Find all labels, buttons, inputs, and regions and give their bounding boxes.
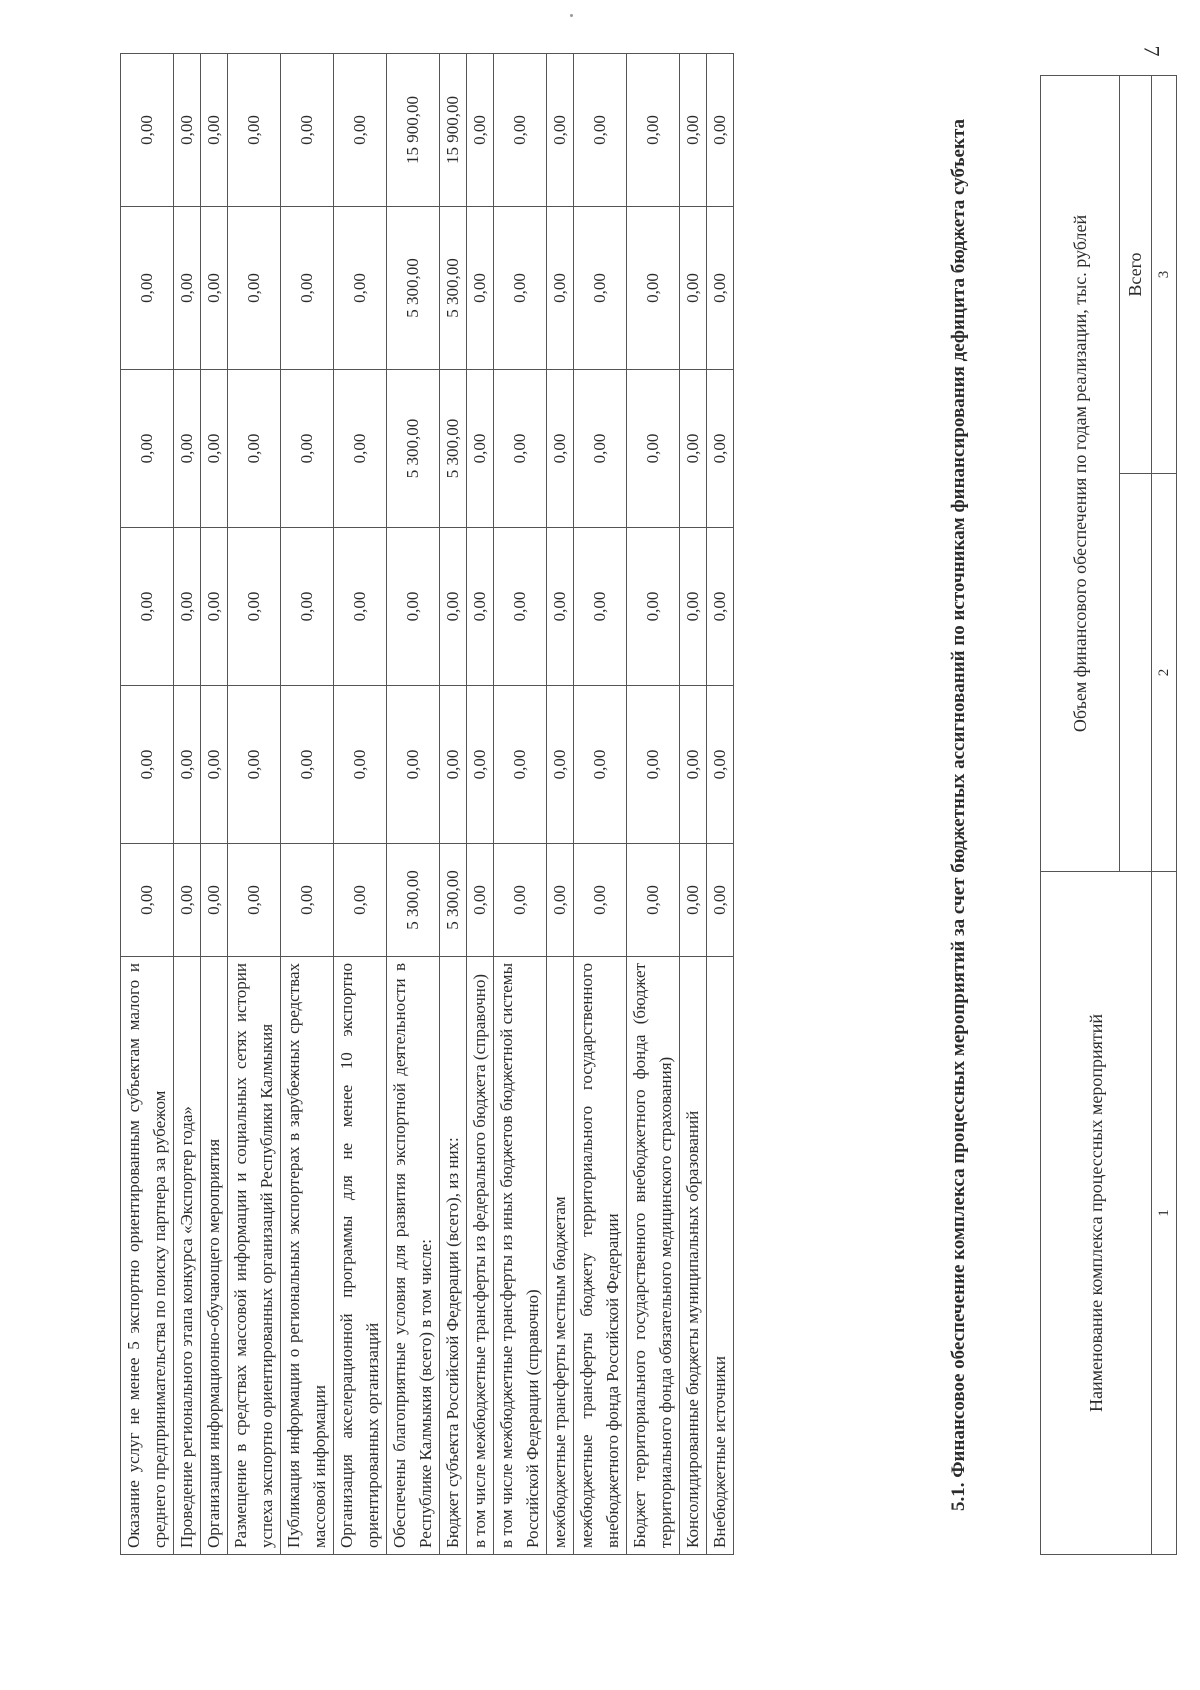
row-value: 5 300,00 <box>387 844 440 957</box>
row-name: межбюджетные трансферты бюджету территориального государственного внебюджетного фонда Российской Федерации <box>574 957 627 1555</box>
col-number: 1 <box>1152 872 1177 1555</box>
row-value: 0,00 <box>574 844 627 957</box>
row-value: 0,00 <box>707 370 734 528</box>
row-value: 0,00 <box>281 370 334 528</box>
rotated-page <box>0 25 1200 1625</box>
row-value: 0,00 <box>201 207 228 370</box>
row-value: 0,00 <box>334 844 387 957</box>
row-value: 0,00 <box>494 528 547 686</box>
row-value: 0,00 <box>574 207 627 370</box>
sources-header-row <box>1041 76 1120 1555</box>
row-value: 0,00 <box>201 844 228 957</box>
row-name: межбюджетные трансферты местным бюджетам <box>547 957 574 1555</box>
sources-number-row <box>1152 76 1177 1555</box>
row-name: Внебюджетные источники <box>707 957 734 1555</box>
row-value: 0,00 <box>281 844 334 957</box>
section-title: 5.1. Финансовое обеспечение комплекса процессных мероприятий за счет бюджетных ассигнований по источникам финансирования дефицита бюджета субъекта <box>948 118 969 1512</box>
page-number: 7 <box>1139 45 1165 57</box>
table-row <box>707 54 734 1555</box>
row-value: 0,00 <box>707 207 734 370</box>
table-row <box>627 54 680 1555</box>
table-row <box>201 54 228 1555</box>
row-value: 0,00 <box>627 207 680 370</box>
row-name: в том числе межбюджетные трансферты из иных бюджетов бюджетной системы Российской Федерации (справочно) <box>494 957 547 1555</box>
col-volume-header: Объем финансового обеспечения по годам реализации, тыс. рублей <box>1041 76 1120 872</box>
row-value: 0,00 <box>228 844 281 957</box>
row-value: 0,00 <box>627 686 680 844</box>
table-row <box>440 54 467 1555</box>
row-name: Размещение в средствах массовой информации и социальных сетях истории успеха экспортно ориентированных организаций Республики Калмыкия <box>228 957 281 1555</box>
row-value: 0,00 <box>494 370 547 528</box>
row-value: 0,00 <box>174 686 201 844</box>
row-value: 0,00 <box>174 54 201 207</box>
row-value: 0,00 <box>201 686 228 844</box>
row-name: Оказание услуг не менее 5 экспортно ориентированным субъектам малого и среднего предпринимательства по поиску партнера за рубежом <box>121 957 174 1555</box>
row-value: 0,00 <box>547 528 574 686</box>
row-value: 0,00 <box>627 370 680 528</box>
sources-table <box>1040 75 1177 1555</box>
table-row <box>281 54 334 1555</box>
row-value: 0,00 <box>547 686 574 844</box>
row-value: 0,00 <box>547 54 574 207</box>
row-value: 0,00 <box>467 370 494 528</box>
row-value: 0,00 <box>680 370 707 528</box>
row-value: 0,00 <box>174 207 201 370</box>
row-name: Обеспечены благоприятные условия для развития экспортной деятельности в Республике Калмыкия (всего) в том числе: <box>387 957 440 1555</box>
row-value: 5 300,00 <box>387 370 440 528</box>
row-value: 0,00 <box>201 54 228 207</box>
row-value: 0,00 <box>334 686 387 844</box>
row-value: 0,00 <box>494 686 547 844</box>
table-row <box>387 54 440 1555</box>
row-value: 0,00 <box>574 686 627 844</box>
row-value: 0,00 <box>574 370 627 528</box>
row-value: 0,00 <box>707 844 734 957</box>
row-name: в том числе межбюджетные трансферты из федерального бюджета (справочно) <box>467 957 494 1555</box>
row-value: 0,00 <box>334 528 387 686</box>
row-name: Бюджет территориального государственного внебюджетного фонда (бюджет территориального фонда обязательного медицинского страхования) <box>627 957 680 1555</box>
row-value: 0,00 <box>680 686 707 844</box>
row-value: 0,00 <box>334 370 387 528</box>
table-row <box>574 54 627 1555</box>
table-row <box>121 54 174 1555</box>
row-value: 0,00 <box>121 207 174 370</box>
row-value: 0,00 <box>440 528 467 686</box>
row-value: 0,00 <box>228 370 281 528</box>
row-value: 0,00 <box>494 207 547 370</box>
row-value: 0,00 <box>574 54 627 207</box>
row-value: 0,00 <box>121 686 174 844</box>
row-name: Организация информационно-обучающего мероприятия <box>201 957 228 1555</box>
table-row <box>467 54 494 1555</box>
row-value: 5 300,00 <box>440 207 467 370</box>
row-value: 0,00 <box>228 54 281 207</box>
row-value: 0,00 <box>440 686 467 844</box>
row-value: 0,00 <box>174 844 201 957</box>
col-number: 3 <box>1152 76 1177 474</box>
row-name: Проведение регионального этапа конкурса «Экспортер года» <box>174 957 201 1555</box>
row-value: 0,00 <box>467 686 494 844</box>
col-number: 2 <box>1152 474 1177 872</box>
table-row <box>334 54 387 1555</box>
row-value: 0,00 <box>387 528 440 686</box>
row-value: 0,00 <box>680 528 707 686</box>
table-row <box>174 54 201 1555</box>
row-value: 0,00 <box>334 207 387 370</box>
row-value: 0,00 <box>707 686 734 844</box>
row-value: 0,00 <box>547 844 574 957</box>
row-value: 0,00 <box>547 370 574 528</box>
row-value: 0,00 <box>121 370 174 528</box>
row-value: 0,00 <box>467 844 494 957</box>
row-value: 0,00 <box>201 370 228 528</box>
col-name-header: Наименование комплекса процессных мероприятий <box>1041 872 1152 1555</box>
col-years-header <box>1119 474 1151 872</box>
row-value: 0,00 <box>547 207 574 370</box>
row-value: 0,00 <box>121 844 174 957</box>
row-value: 0,00 <box>707 54 734 207</box>
row-value: 0,00 <box>627 528 680 686</box>
row-value: 0,00 <box>707 528 734 686</box>
row-value: 5 300,00 <box>387 207 440 370</box>
table-row <box>228 54 281 1555</box>
row-value: 0,00 <box>174 528 201 686</box>
row-value: 0,00 <box>574 528 627 686</box>
table-row <box>494 54 547 1555</box>
row-value: 5 300,00 <box>440 844 467 957</box>
row-value: 0,00 <box>281 528 334 686</box>
row-value: 0,00 <box>121 528 174 686</box>
row-value: 5 300,00 <box>440 370 467 528</box>
row-value: 0,00 <box>228 207 281 370</box>
row-value: 15 900,00 <box>387 54 440 207</box>
row-value: 0,00 <box>387 686 440 844</box>
row-value: 0,00 <box>680 207 707 370</box>
row-value: 0,00 <box>627 54 680 207</box>
row-value: 15 900,00 <box>440 54 467 207</box>
row-value: 0,00 <box>228 528 281 686</box>
row-value: 0,00 <box>494 54 547 207</box>
row-name: Организация акселерационной программы для не менее 10 экспортно ориентированных организаций <box>334 957 387 1555</box>
row-value: 0,00 <box>467 207 494 370</box>
row-value: 0,00 <box>121 54 174 207</box>
row-name: Бюджет субъекта Российской Федерации (всего), из них: <box>440 957 467 1555</box>
row-value: 0,00 <box>281 686 334 844</box>
row-name: Публикация информации о региональных экспортерах в зарубежных средствах массовой информации <box>281 957 334 1555</box>
financing-table <box>120 53 734 1555</box>
row-value: 0,00 <box>281 54 334 207</box>
scan-dot <box>570 14 573 17</box>
row-name: Консолидированные бюджеты муниципальных образований <box>680 957 707 1555</box>
row-value: 0,00 <box>467 54 494 207</box>
row-value: 0,00 <box>228 686 281 844</box>
row-value: 0,00 <box>494 844 547 957</box>
row-value: 0,00 <box>627 844 680 957</box>
table-row <box>680 54 707 1555</box>
row-value: 0,00 <box>281 207 334 370</box>
row-value: 0,00 <box>680 844 707 957</box>
row-value: 0,00 <box>201 528 228 686</box>
row-value: 0,00 <box>174 370 201 528</box>
row-value: 0,00 <box>467 528 494 686</box>
col-total-header: Всего <box>1119 76 1151 474</box>
row-value: 0,00 <box>334 54 387 207</box>
table-row <box>547 54 574 1555</box>
financing-table-body <box>121 54 734 1555</box>
row-value: 0,00 <box>680 54 707 207</box>
